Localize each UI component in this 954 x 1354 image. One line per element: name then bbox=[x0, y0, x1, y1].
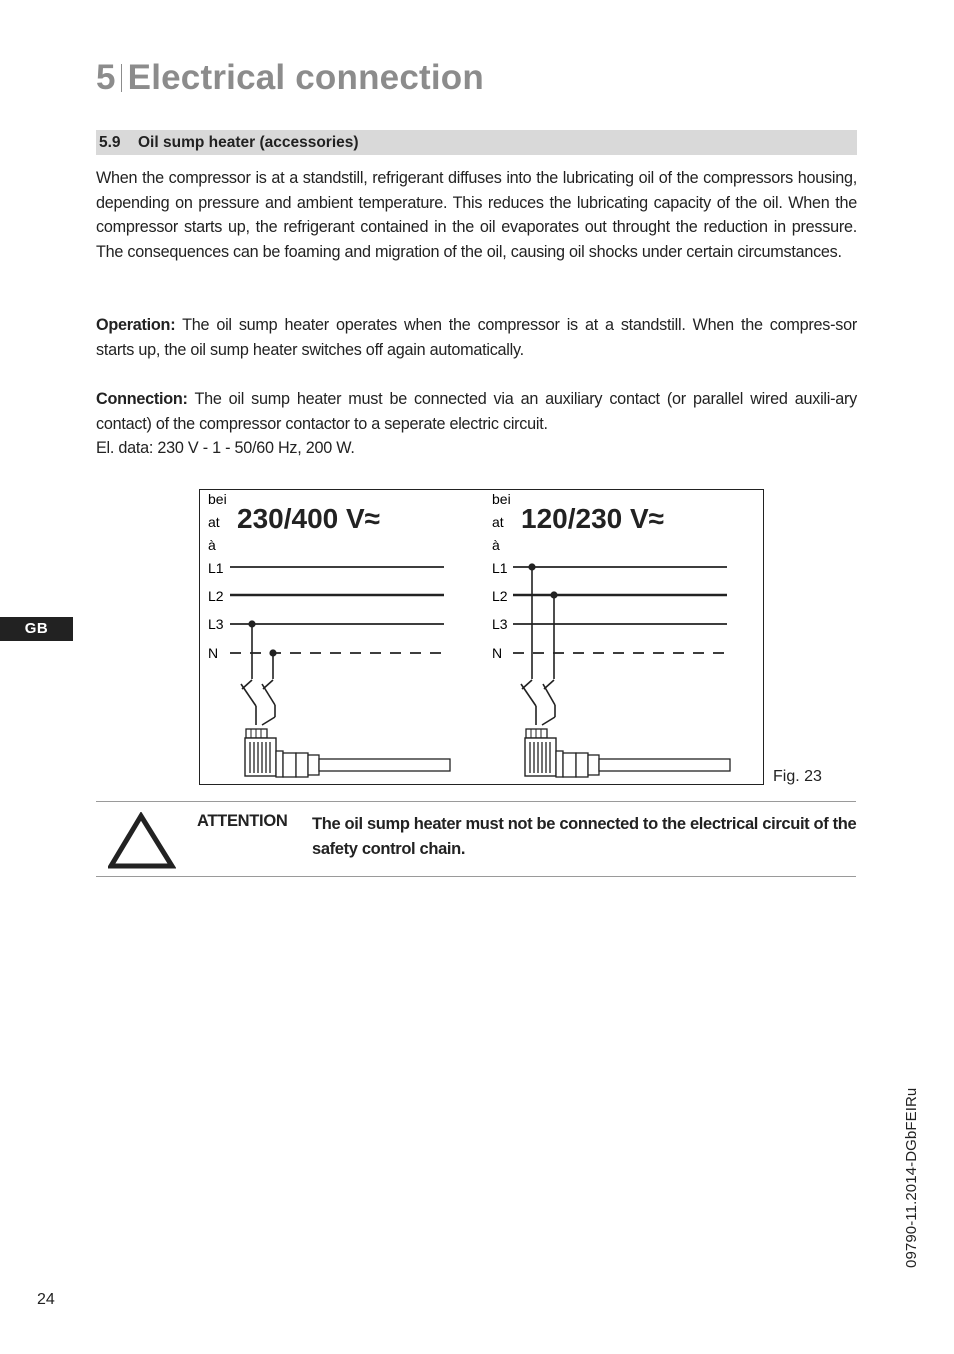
attention-label: ATTENTION bbox=[197, 812, 288, 830]
line-label-l3: L3 bbox=[492, 616, 508, 632]
document-code: 09790-11.2014-DGbFEIRu bbox=[903, 1087, 920, 1268]
prefix-a: à bbox=[492, 537, 500, 553]
operation-paragraph bbox=[96, 313, 857, 362]
heater-cable bbox=[319, 759, 450, 771]
figure-caption: Fig. 23 bbox=[773, 768, 822, 785]
line-label-n: N bbox=[492, 645, 503, 661]
panel-230-400 bbox=[208, 491, 450, 777]
line-label-l2: L2 bbox=[492, 588, 508, 604]
connection-label: Connection: bbox=[96, 390, 188, 408]
heater-connector bbox=[245, 729, 450, 777]
line-label-n: N bbox=[208, 645, 219, 661]
language-tab: GB bbox=[0, 617, 73, 641]
chapter-title bbox=[96, 56, 484, 100]
chapter-number: 5 bbox=[96, 58, 116, 97]
line-label-l2: L2 bbox=[208, 588, 224, 604]
chapter-title-text: Electrical connection bbox=[127, 58, 484, 97]
attention-top-rule bbox=[96, 801, 856, 802]
voltage-label: 120/230 V≈ bbox=[521, 503, 665, 534]
electrical-data: El. data: 230 V - 1 - 50/60 Hz, 200 W. bbox=[96, 439, 355, 457]
connection-paragraph bbox=[96, 387, 857, 461]
line-label-l3: L3 bbox=[208, 616, 224, 632]
intro-paragraph: When the compressor is at a standstill, refrigerant diffuses into the lubricating oil of the compressors housing, depending on pressure and ambient temperature. This reduces the lubricating capacity of the oil. When the compressor starts up, the refrigerant contained in the oil evaporates out throught the reduction in pressure. The consequences can be foaming and migration of the oil, causing oil shocks under certain circumstances. bbox=[96, 169, 857, 261]
attention-text: The oil sump heater must not be connected to the electrical circuit of the safety control chain. bbox=[312, 815, 857, 858]
connection-text: The oil sump heater must be connected via an auxiliary contact (or parallel wired auxili-ary contact) of the compressor contactor to a seperate electric circuit. bbox=[96, 390, 857, 433]
heater-connector bbox=[525, 729, 730, 777]
voltage-label: 230/400 V≈ bbox=[237, 503, 381, 534]
operation-label: Operation: bbox=[96, 316, 176, 334]
operation-text: The oil sump heater operates when the compressor is at a standstill. When the compres-sor starts up, the oil sump heater switches off again automatically. bbox=[96, 316, 857, 359]
wiring-diagram bbox=[199, 489, 764, 785]
attention-bottom-rule bbox=[96, 876, 856, 877]
prefix-at: at bbox=[208, 514, 220, 530]
prefix-at: at bbox=[492, 514, 504, 530]
prefix-a: à bbox=[208, 537, 216, 553]
line-label-l1: L1 bbox=[208, 560, 224, 576]
section-heading bbox=[96, 130, 857, 155]
title-separator bbox=[121, 64, 122, 92]
line-label-l1: L1 bbox=[492, 560, 508, 576]
panel-120-230 bbox=[492, 491, 730, 777]
section-title: Oil sump heater (accessories) bbox=[138, 134, 359, 151]
heater-cable bbox=[599, 759, 730, 771]
page-number: 24 bbox=[37, 1291, 55, 1308]
prefix-bei: bei bbox=[208, 491, 227, 507]
prefix-bei: bei bbox=[492, 491, 511, 507]
section-number: 5.9 bbox=[99, 134, 121, 151]
warning-triangle-icon bbox=[108, 812, 176, 870]
